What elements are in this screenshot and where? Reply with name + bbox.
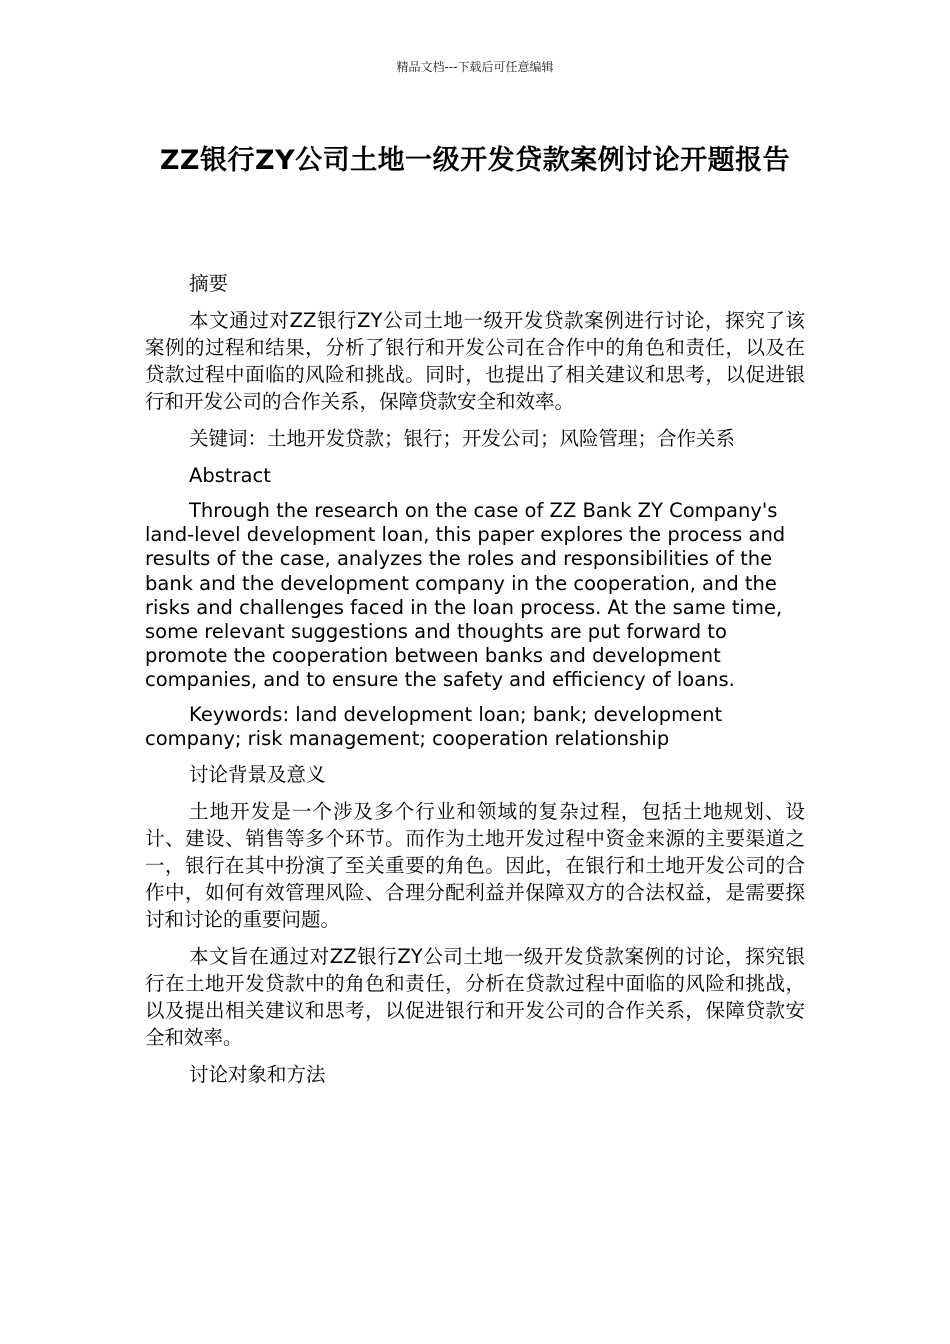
keywords-cn: 关键词：土地开发贷款；银行；开发公司；风险管理；合作关系 <box>189 427 736 450</box>
background-paragraph-1: 土地开发是一个涉及多个行业和领域的复杂过程，包括土地规划、设计、建设、销售等多个环节。而作为土地开发过程中资金来源的主要渠道之一，银行在其中扮演了至关重要的角色。因此，在银行和土地开发公司的合作中，如何有效管理风险、合理分配利益并保障双方的合法权益，是需要探讨和讨论的重要问题。 <box>145 800 805 932</box>
abstract-heading: 摘要 <box>189 272 229 295</box>
abstract-paragraph: 本文通过对ZZ银行ZY公司土地一级开发贷款案例进行讨论，探究了该案例的过程和结果，分析了银行和开发公司在合作中的角色和责任，以及在贷款过程中面临的风险和挑战。同时，也提出了相关建议和思考，以促进银行和开发公司的合作关系，保障贷款安全和效率。 <box>145 309 805 413</box>
section-heading-methods: 讨论对象和方法 <box>189 1063 326 1087</box>
section-heading-background: 讨论背景及意义 <box>189 763 326 787</box>
document-title: ZZ银行ZY公司土地一级开发贷款案例讨论开题报告 <box>159 145 791 176</box>
keywords-en: Keywords: land development loan; bank; development company; risk management; cooperation relationship <box>145 702 723 750</box>
abstract-en-paragraph: Through the research on the case of ZZ Bank ZY Company's land-level development loan, this paper explores the process and results of the case, analyzes the roles and responsibilities of the bank and the development company in the cooperation, and the risks and challenges faced in the loan process. At the same time, some relevant suggestions and thoughts are put forward to promote the cooperation between banks and development companies, and to ensure the safety and efficiency of loans. <box>145 499 786 692</box>
header-note: 精品文档---下载后可任意编辑 <box>396 60 554 74</box>
document-body <box>145 270 805 1098</box>
abstract-en-heading: Abstract <box>189 464 271 487</box>
background-paragraph-2: 本文旨在通过对ZZ银行ZY公司土地一级开发贷款案例的讨论，探究银行在土地开发贷款中的角色和责任，分析在贷款过程中面临的风险和挑战，以及提出相关建议和思考，以促进银行和开发公司的合作关系，保障贷款安全和效率。 <box>145 945 805 1050</box>
